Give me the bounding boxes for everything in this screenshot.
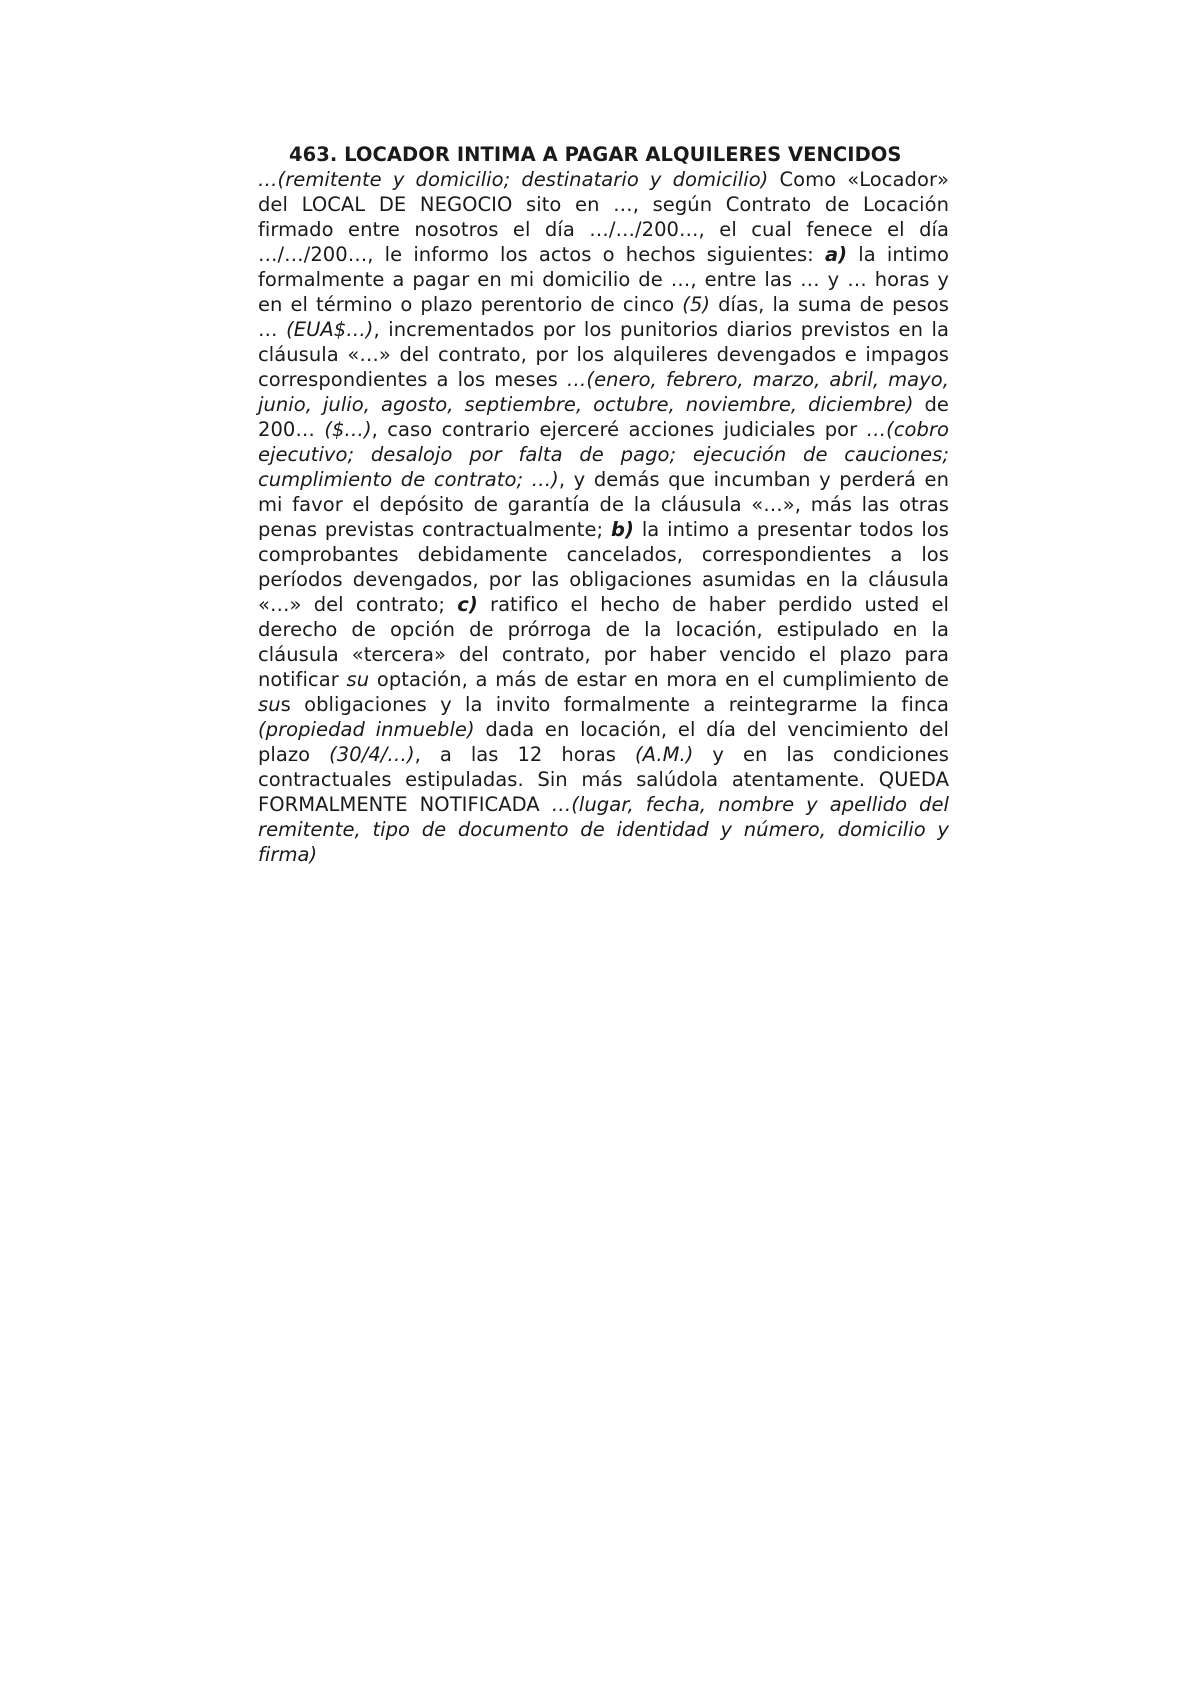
text-segment: dada en locación, el día del vencimiento del plazo [258,718,949,766]
text-segment: c) [457,593,478,616]
text-segment: su [258,693,281,716]
text-segment: la intimo a presentar todos los comprobantes debidamente cancelados, correspondientes a los períodos devengados, por las obligaciones asumidas en la cláusula «…» del contrato; [258,518,949,616]
text-segment: ($…) [324,418,372,441]
text-segment: , caso contrario ejerceré acciones judiciales por [371,418,867,441]
document-title: 463. LOCADOR INTIMA A PAGAR ALQUILERES VENCIDOS [289,143,902,166]
text-segment: días, la suma de pesos … [258,293,949,341]
text-segment: …(remitente y domicilio; destinatario y domicilio) [258,168,769,191]
text-segment: la intimo formalmente a pagar en mi domicilio de …, entre las … y … horas y en el término o plazo perentorio de cinco [258,243,949,316]
text-segment: , a las 12 horas [414,743,635,766]
text-segment: optación, a más de estar en mora en el cumplimiento de [369,668,949,691]
text-segment: de 200… [258,393,949,441]
text-segment: (A.M.) [634,743,694,766]
text-segment: , incrementados por los punitorios diarios previstos en la cláusula «…» del contrato, por los alquileres devengados e impagos correspondientes a los meses [258,318,949,391]
text-segment: …(lugar, fecha, nombre y apellido del remitente, tipo de documento de identidad y número, domicilio y firma) [258,793,950,866]
text-segment: b) [611,518,634,541]
text-segment: …(enero, febrero, marzo, abril, mayo, junio, julio, agosto, septiembre, octubre, noviembre, diciembre) [258,368,949,416]
text-segment: y en las condiciones contractuales estipuladas. Sin más salúdola atentamente. QUEDA FORMALMENTE NOTIFICADA [258,743,949,816]
text-segment: s obligaciones y la invito formalmente a reintegrarme la finca [280,693,949,716]
text-segment: ratifico el hecho de haber perdido usted el derecho de opción de prórroga de la locación, estipulado en la cláusula «tercera» del contrato, por haber vencido el plazo para notificar [258,593,950,691]
text-segment: …(cobro ejecutivo; desalojo por falta de pago; ejecución de cauciones; cumplimiento de contrato; …) [258,418,949,491]
text-segment: a) [824,243,848,266]
text-segment: , y demás que incumban y perderá en mi favor el depósito de garantía de la cláusula «…», más las otras penas previstas contractualmente; [258,468,949,541]
document-body [258,167,949,867]
text-segment: su [346,668,370,691]
text-segment: (propiedad inmueble) [258,718,475,741]
text-segment: (EUA$…) [286,318,374,341]
text-segment: (5) [682,293,711,316]
document-paragraph [258,167,949,867]
text-segment: (30/4/…) [329,743,415,766]
document-text-block [258,142,949,867]
text-segment: Como «Locador» del LOCAL DE NEGOCIO sito en …, según Contrato de Locación firmado entre nosotros el día …/…/200…, el cual fenece el día …/…/200…, le informo los actos o hechos siguientes: [258,168,949,266]
